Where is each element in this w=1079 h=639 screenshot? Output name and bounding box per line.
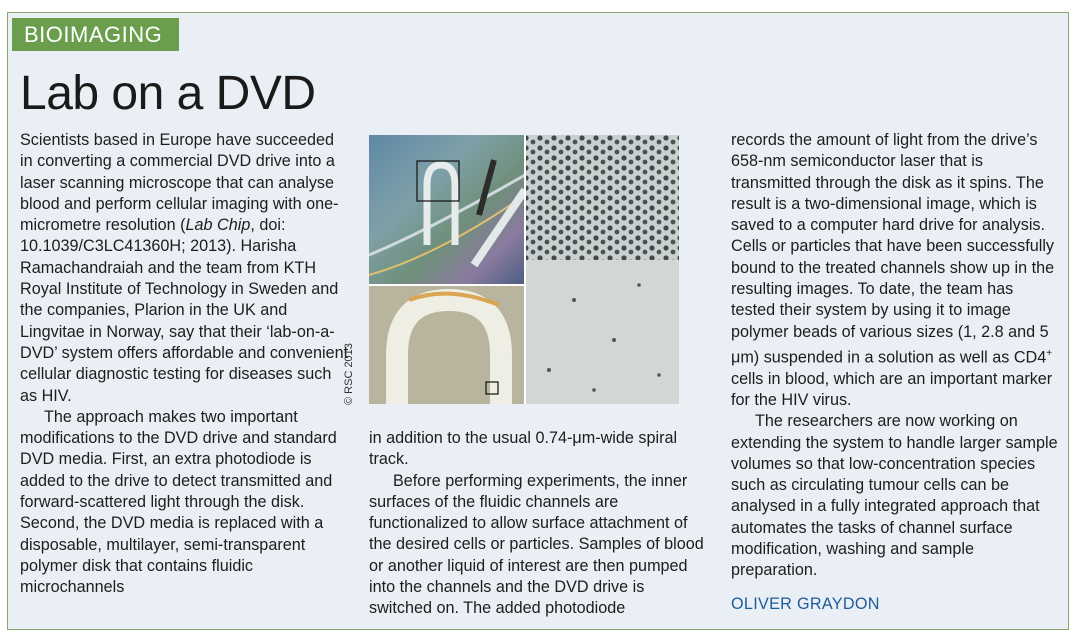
journal-name: Lab Chip [185,216,251,235]
particles-panel [525,260,679,404]
dvd-microscopy-figure [369,135,679,404]
text: Scientists based in Europe have succeeded in converting a commercial DVD drive into a laser scanning microscope that can analyse blood and perform cellular imaging with one-micrometre resolution ( [20,131,339,235]
column-2 [369,428,705,620]
paragraph: The researchers are now working on extending the system to handle larger sample volumes so that low-concentration species such as circulating tumour cells can be analysed in a fully integrated approach that automates the tasks of channel surface modification, washing and sample preparation. [731,412,1058,580]
paragraph [731,130,1061,411]
figure-image [369,135,679,404]
text: cells in blood, which are an important marker for the HIV virus. [731,369,1053,409]
author-byline: OLIVER GRAYDON [731,594,880,613]
paragraph: in addition to the usual 0.74-μm-wide spiral track. [369,429,678,469]
superscript: + [1046,347,1053,359]
paragraph [20,130,350,407]
section-tag: BIOIMAGING [12,18,179,51]
text: , doi: 10.1039/C3LC41360H; 2013). Harisha Ramachandraiah and the team from KTH Royal Institute of Technology in Sweden and the companies, Plarion in the UK and Lingvitae in Norway, say that their ‘lab-on-a-DVD’ system offers affordable and convenient cellular diagnostic testing for diseases such as HIV. [20,216,349,405]
article-headline: Lab on a DVD [20,67,316,120]
image-credit: © RSC 2013 [343,343,355,405]
blood-cells-panel [525,135,679,260]
column-1 [20,130,350,599]
paragraph: Before performing experiments, the inner surfaces of the fluidic channels are functionalized to allow surface attachment of the desired cells or particles. Samples of blood or another liquid of interest are then pumped into the channels and the DVD drive is switched on. The added photodiode [369,471,704,618]
column-3 [731,130,1061,615]
text: records the amount of light from the drive’s 658-nm semiconductor laser that is transmitted through the disk as it spins. The result is a two-dimensional image, which is saved to a computer hard drive for analysis. Cells or particles that have been successfully bound to the treated channels show up in the resulting images. To date, the team has tested their system by using it to image polymer beads of various sizes (1, 2.8 and 5 μm) suspended in a solution as well as CD4 [731,131,1055,367]
paragraph: The approach makes two important modifications to the DVD drive and standard DVD media. First, an extra photodiode is added to the drive to detect transmitted and forward-scattered light through the disk. Second, the DVD media is replaced with a disposable, multilayer, semi-transparent polymer disk that contains fluidic microchannels [20,407,337,597]
